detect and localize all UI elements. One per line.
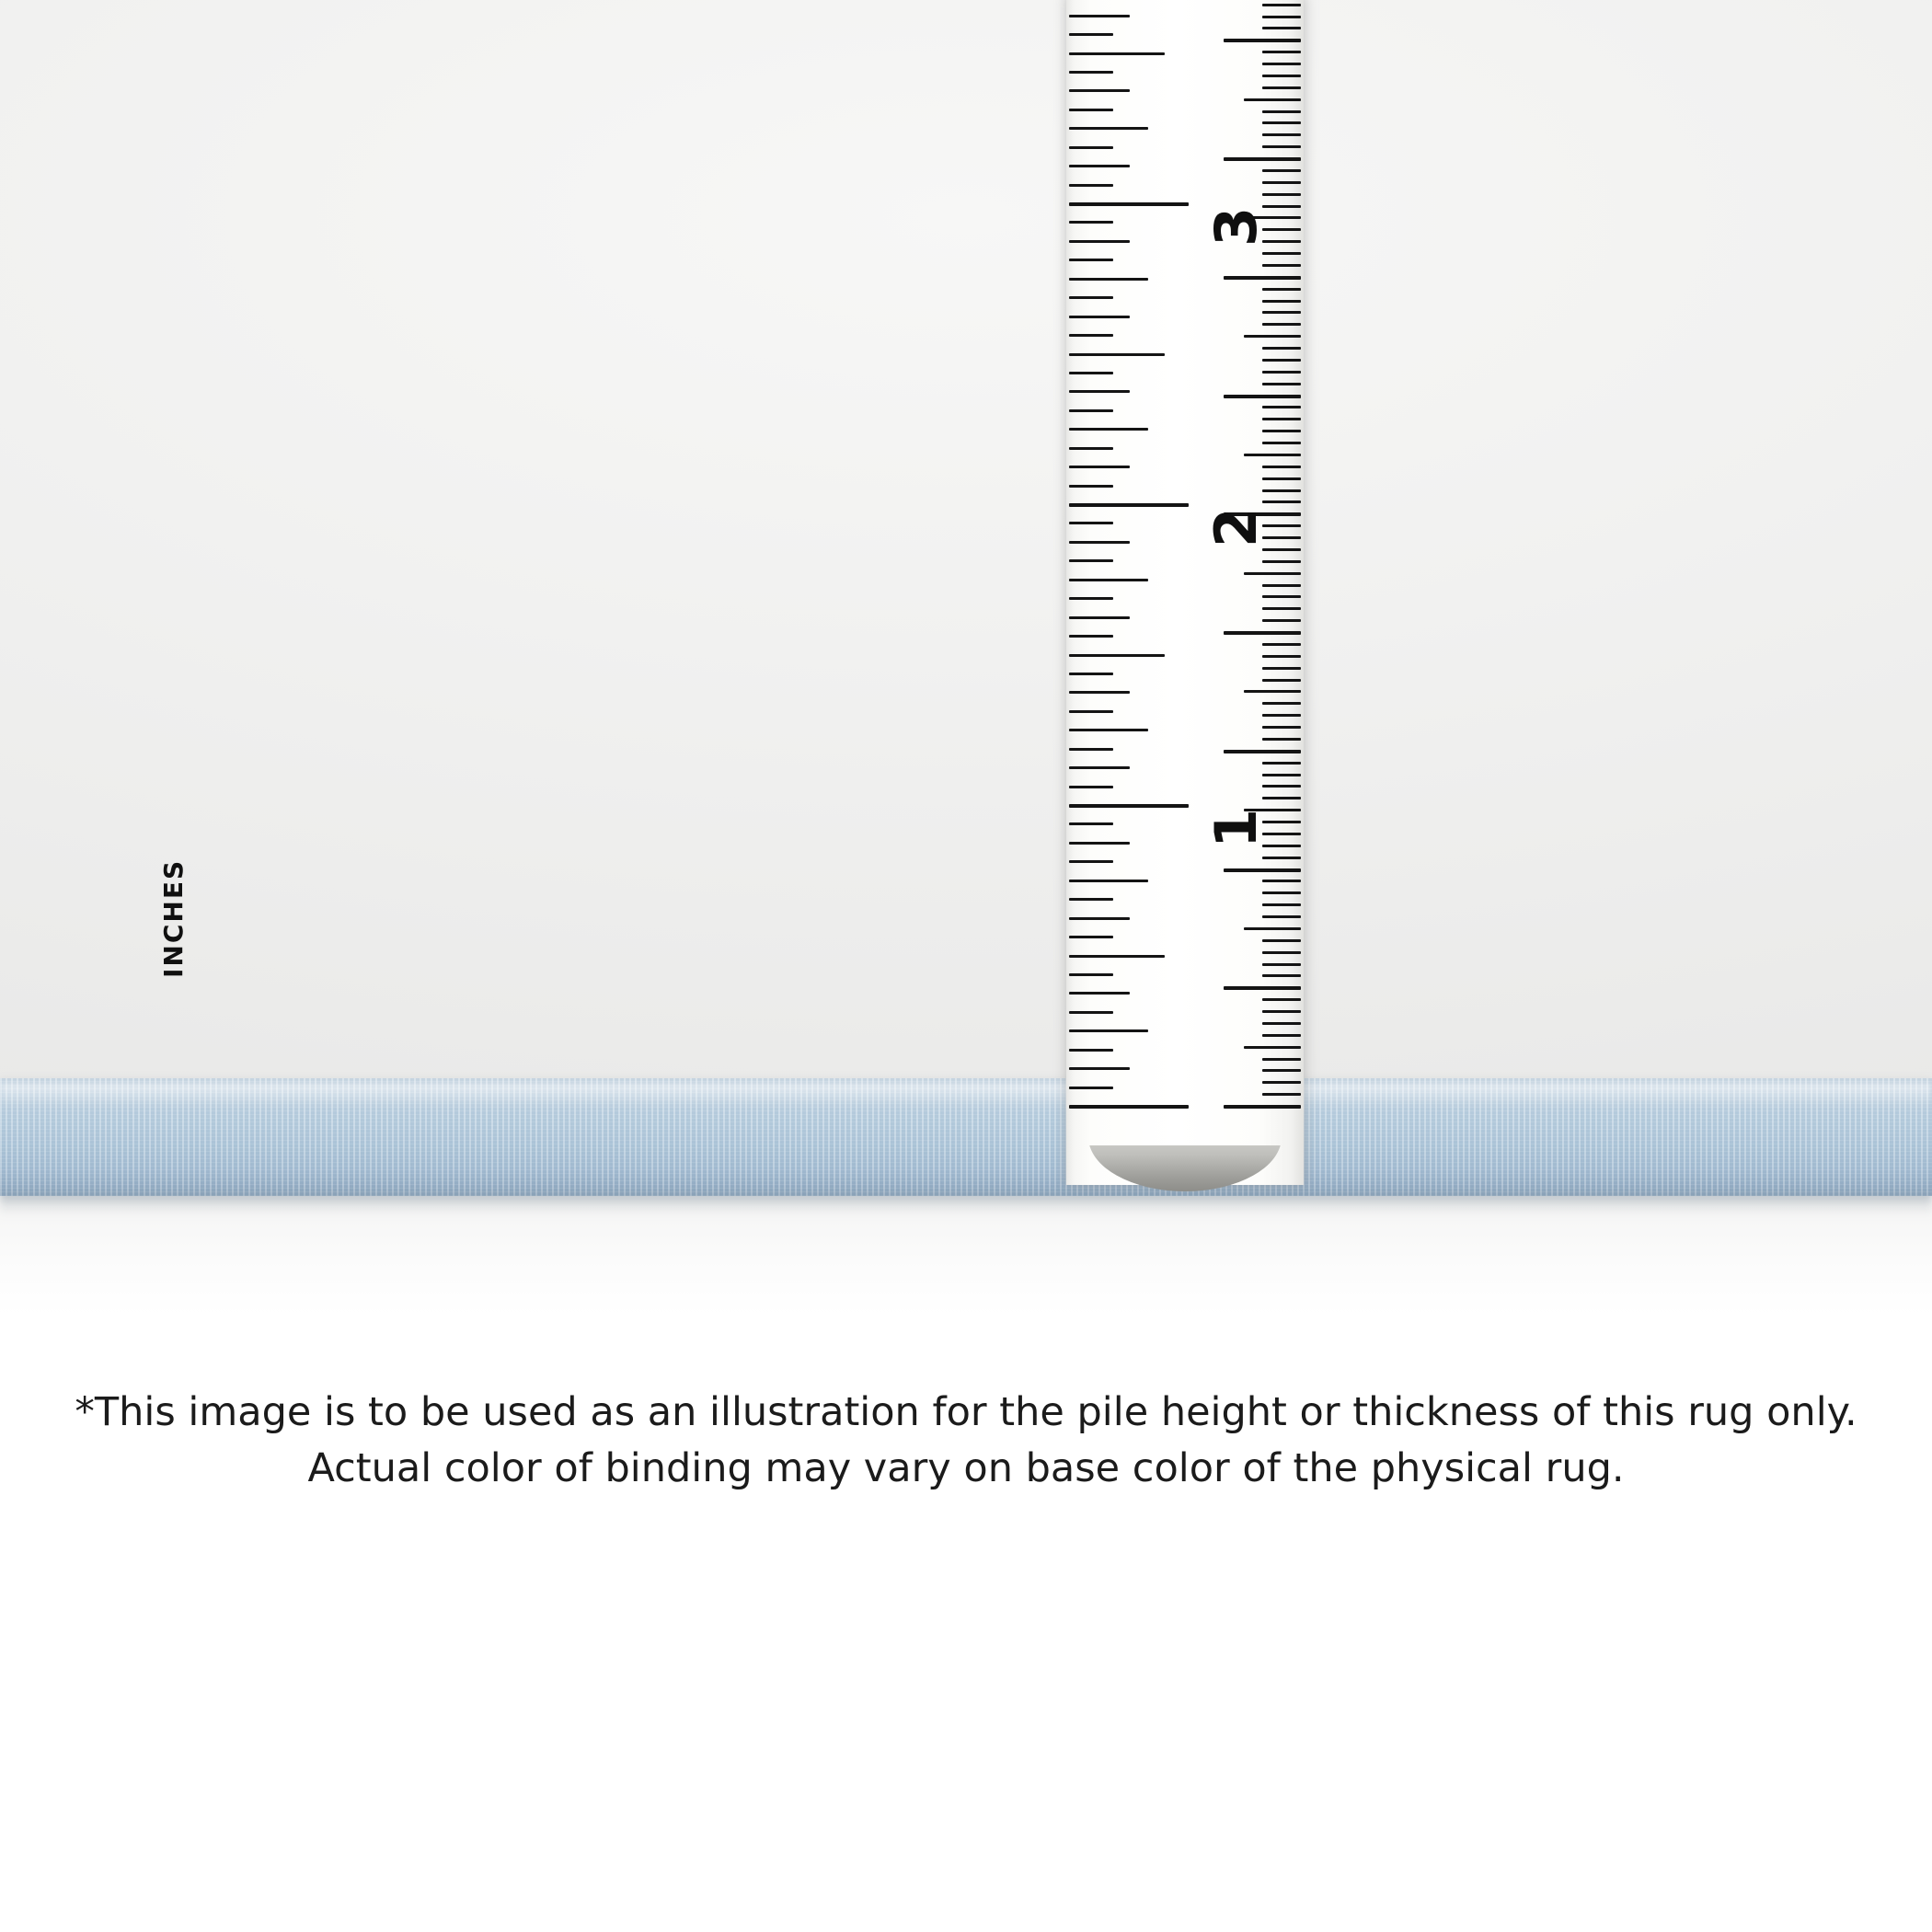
ruler-tick-metric (1224, 395, 1301, 398)
ruler-tick (1069, 842, 1130, 845)
ruler-tick-metric (1262, 193, 1301, 196)
ruler-tick-metric (1262, 974, 1301, 977)
ruler-tick-metric (1244, 572, 1301, 575)
ruler-tick-metric (1262, 442, 1301, 444)
ruler-tick (1069, 1011, 1113, 1014)
ruler-tick-metric (1244, 98, 1301, 101)
ruler-tick-metric (1262, 963, 1301, 966)
ruler-tick (1069, 89, 1130, 92)
ruler-tick-metric (1262, 797, 1301, 799)
ruler-tick-metric (1262, 738, 1301, 741)
ruler-unit-label: INCHES (158, 858, 189, 978)
ruler-tick-metric (1244, 1046, 1301, 1049)
ruler-tick-metric (1262, 252, 1301, 255)
ruler-tick (1069, 822, 1113, 825)
ruler-tick (1069, 597, 1113, 600)
ruler-tick (1069, 447, 1113, 450)
ruler-tick-metric (1262, 4, 1301, 6)
ruler-tick (1069, 1087, 1113, 1089)
ruler-tick (1069, 541, 1130, 544)
ruler-tick-metric (1262, 169, 1301, 172)
ruler-tick (1069, 372, 1113, 374)
ruler-tick (1069, 184, 1113, 187)
ruler-tick (1069, 109, 1113, 111)
ruler-tick-metric (1262, 619, 1301, 622)
ruler-tick-metric (1244, 690, 1301, 693)
ruler-tick (1069, 955, 1165, 958)
ruler-tick (1069, 786, 1113, 788)
ruler-tick-metric (1224, 39, 1301, 42)
ruler-tick (1069, 973, 1113, 976)
ruler-tick (1069, 635, 1113, 638)
ruler-tick (1069, 559, 1113, 562)
ruler-tick (1069, 503, 1189, 507)
ruler-tick (1069, 409, 1113, 412)
ruler-tick-metric (1224, 750, 1301, 753)
rug-drop-shadow (0, 1192, 1932, 1216)
ruler-tick (1069, 52, 1165, 55)
ruler-tick (1069, 691, 1130, 694)
ruler-tick (1069, 390, 1130, 393)
ruler-tick-metric (1262, 655, 1301, 658)
ruler-tick-metric (1262, 145, 1301, 148)
ruler-tick-metric (1244, 335, 1301, 338)
ruler-tick-metric (1262, 774, 1301, 776)
ruler-tick (1069, 616, 1130, 619)
ruler-tick-metric (1262, 406, 1301, 408)
ruler-tick-metric (1262, 500, 1301, 503)
ruler-tick-metric (1262, 359, 1301, 362)
ruler-tick-metric (1262, 891, 1301, 894)
ruler-tick (1069, 1067, 1130, 1070)
ruler-tick-metric (1262, 1022, 1301, 1025)
ruler-tick-metric (1262, 418, 1301, 420)
ruler-tick-metric (1262, 643, 1301, 646)
ruler-tick-metric (1262, 726, 1301, 729)
ruler-tick (1069, 748, 1113, 751)
ruler-tick (1069, 146, 1113, 149)
ruler-tick-metric (1262, 371, 1301, 374)
ruler-tick-metric (1262, 762, 1301, 765)
ruler-inch-label: 1 (1202, 808, 1270, 848)
ruler-tick (1069, 428, 1148, 431)
ruler-tick-metric (1262, 63, 1301, 65)
ruler-tick-metric (1224, 631, 1301, 635)
ruler-tick-metric (1262, 607, 1301, 610)
ruler-tick (1069, 579, 1148, 581)
ruler-tick (1069, 654, 1165, 657)
ruler-tick-metric (1262, 548, 1301, 551)
ruler-tick-metric (1244, 454, 1301, 456)
ruler-tick (1069, 33, 1113, 36)
ruler-tick-metric (1262, 903, 1301, 906)
ruler-tick (1069, 353, 1165, 356)
ruler-inch-label: 2 (1202, 507, 1270, 547)
ruler-inch-label: 3 (1202, 206, 1270, 247)
ruler-tick-metric (1262, 489, 1301, 492)
ruler-tick-metric (1262, 86, 1301, 89)
ruler-tick (1069, 221, 1113, 224)
ruler-tick (1069, 334, 1113, 337)
ruler-tick-metric (1262, 1069, 1301, 1072)
ruler-tick-metric (1224, 868, 1301, 872)
ruler-tick (1069, 1049, 1113, 1052)
ruler-tick-metric (1262, 477, 1301, 480)
ruler-scale (1066, 0, 1304, 1185)
ruler-tick-metric (1262, 27, 1301, 29)
ruler-tick-metric (1262, 288, 1301, 291)
ruler-tick-metric (1262, 133, 1301, 136)
rug-highlight (0, 1084, 1932, 1108)
ruler-tick-metric (1224, 157, 1301, 161)
ruler-tick (1069, 316, 1130, 318)
ruler-tick-metric (1262, 1093, 1301, 1096)
ruler-tick-metric (1262, 347, 1301, 350)
tape-measure-metal-tip (1066, 1145, 1304, 1193)
ruler-tick (1069, 202, 1189, 206)
ruler-tick-metric (1262, 323, 1301, 326)
ruler-tick-metric (1262, 1010, 1301, 1013)
ruler-tick-metric (1262, 584, 1301, 587)
ruler-tick-metric (1262, 679, 1301, 682)
ruler-tick-metric (1262, 915, 1301, 918)
ruler-tick-metric (1262, 667, 1301, 670)
ruler-tick-metric (1262, 951, 1301, 954)
ruler-tick-metric (1262, 311, 1301, 314)
ruler-tick-metric (1262, 857, 1301, 859)
ruler-tick-metric (1262, 939, 1301, 942)
ruler-tick-metric (1224, 1105, 1301, 1109)
ruler-tick (1069, 15, 1130, 17)
ruler-tick (1069, 936, 1113, 938)
ruler-tick-metric (1262, 785, 1301, 788)
ruler-tick-metric (1262, 702, 1301, 705)
ruler-tick-metric (1244, 927, 1301, 930)
ruler-tick (1069, 898, 1113, 901)
ruler-tick-metric (1262, 560, 1301, 563)
ruler-tick (1069, 804, 1189, 808)
ruler-tick (1069, 296, 1113, 299)
ruler-tick-metric (1262, 16, 1301, 18)
ruler-tick-metric (1262, 595, 1301, 598)
ruler-tick (1069, 165, 1130, 167)
ruler-tick (1069, 673, 1113, 675)
ruler-tick-metric (1262, 121, 1301, 124)
caption-line-1: *This image is to be used as an illustration for the pile height or thickness of this rug only. (75, 1389, 1857, 1435)
ruler-tick-metric (1262, 51, 1301, 53)
caption-line-2: Actual color of binding may vary on base color of the physical rug. (307, 1445, 1625, 1492)
ruler-tick (1069, 71, 1113, 74)
ruler-tick (1069, 522, 1113, 524)
ruler-tick (1069, 729, 1148, 731)
ruler-tick-metric (1262, 181, 1301, 184)
ruler-tick-metric (1262, 75, 1301, 77)
ruler-tick-metric (1262, 1058, 1301, 1061)
ruler-tick-metric (1262, 1081, 1301, 1084)
ruler-icon (1066, 0, 1304, 1185)
ruler-tick (1069, 766, 1130, 769)
ruler-tick-metric (1262, 110, 1301, 113)
ruler-tick-metric (1262, 430, 1301, 432)
ruler-tick-metric (1262, 383, 1301, 385)
rug-binding-edge (0, 1078, 1932, 1196)
ruler-tick-metric (1262, 300, 1301, 303)
ruler-tick (1069, 1029, 1148, 1032)
ruler-tick (1069, 278, 1148, 281)
ruler-tick-metric (1262, 880, 1301, 882)
ruler-tick (1069, 466, 1130, 468)
ruler-tick (1069, 127, 1148, 130)
ruler-tick (1069, 240, 1130, 243)
ruler-tick (1069, 880, 1148, 882)
ruler-tick (1069, 992, 1130, 995)
ruler-tick-metric (1262, 264, 1301, 267)
ruler-tick (1069, 485, 1113, 488)
disclaimer-caption (0, 1385, 1932, 1497)
ruler-tick-metric (1262, 1034, 1301, 1037)
ruler-tick-metric (1224, 276, 1301, 280)
ruler-tick (1069, 710, 1113, 713)
ruler-tick-metric (1262, 998, 1301, 1001)
ruler-tick-metric (1262, 466, 1301, 468)
ruler-tick (1069, 1105, 1189, 1109)
ruler-tick (1069, 259, 1113, 261)
ruler-tick-metric (1262, 714, 1301, 717)
ruler-tick (1069, 860, 1113, 863)
ruler-tick-metric (1224, 986, 1301, 990)
ruler-tick (1069, 917, 1130, 920)
